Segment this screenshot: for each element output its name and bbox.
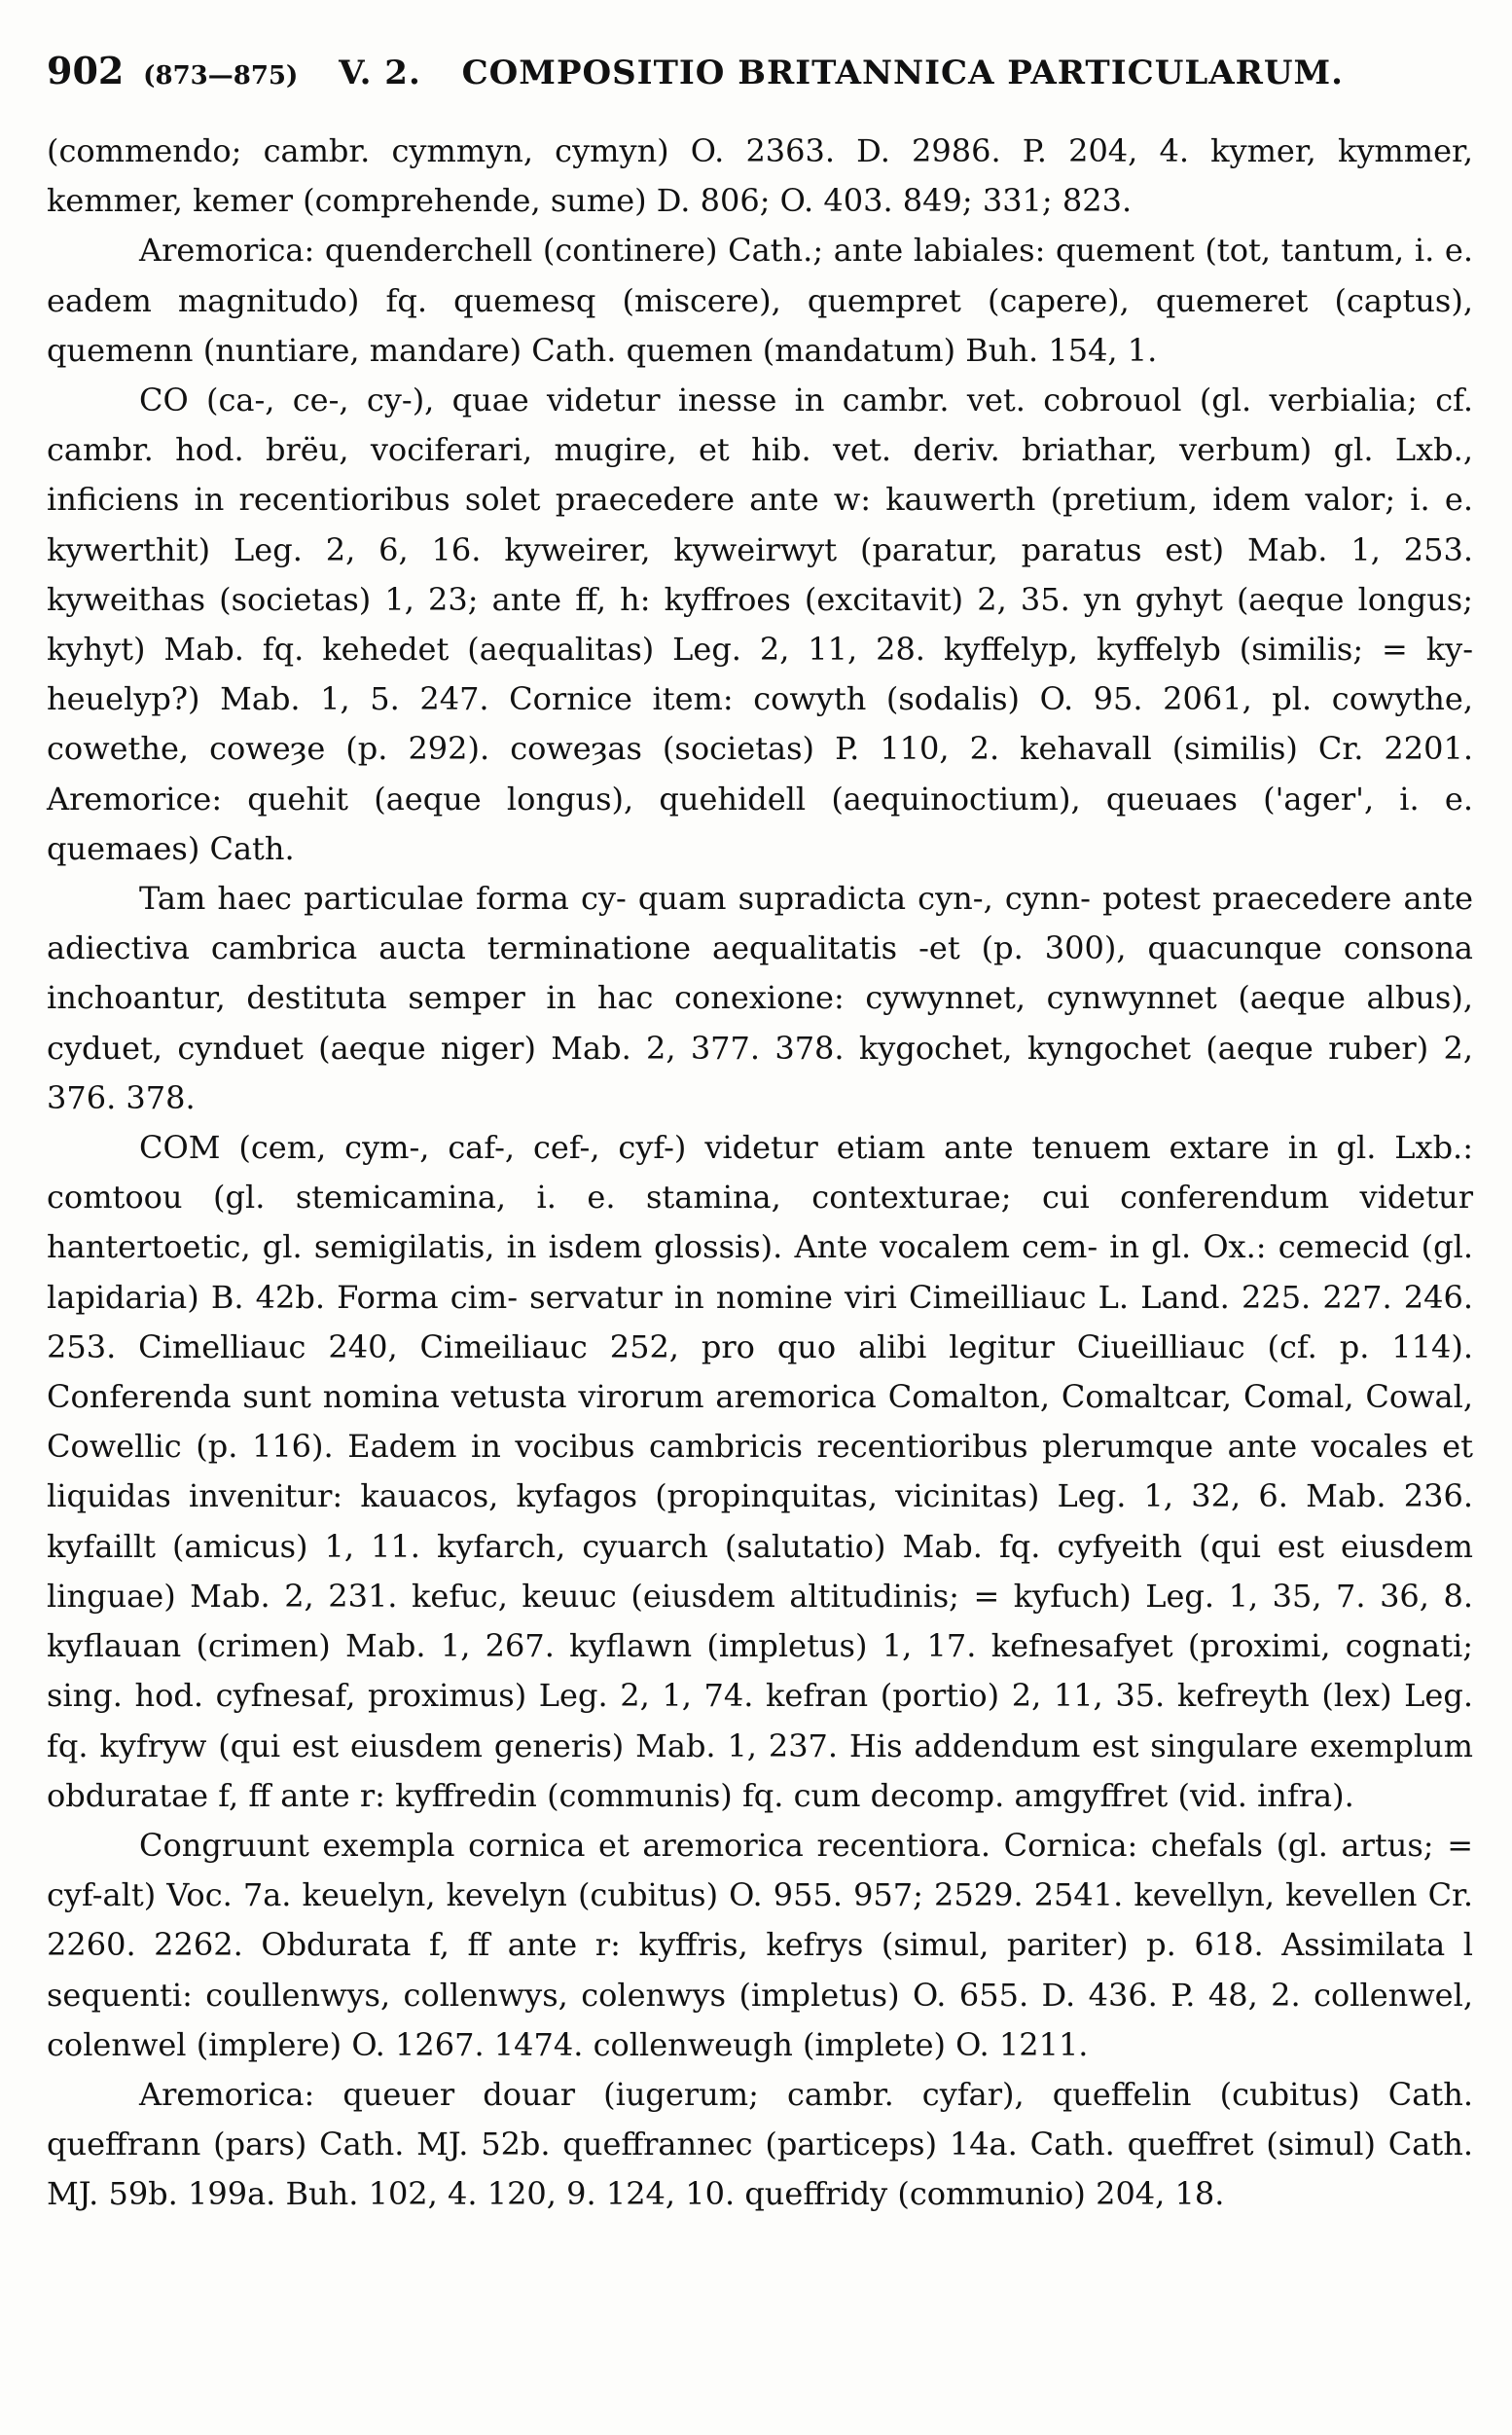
paragraph-6: Congruunt exempla cornica et aremorica recentiora. Cornica: chefals (gl. artus; = cyf-alt) Voc. 7a. keuelyn, kevelyn (cubitus) O. 955. 957; 2529. 2541. kevellyn, kevellen Cr. 2260. 2262. Obdurata f, ff ante r: kyffris, kefrys (simul, pariter) p. 618. Assimilata l sequenti: coullenwys, collenwys, colenwys (impletus) O. 655. D. 436. P. 48, 2. collenwel, colenwel (implere) O. 1267. 1474. collenweugh (implete) O. 1211. xyxy=(47,1826,1473,2063)
paragraph-5: COM (cem, cym-, caf-, cef-, cyf-) videtur etiam ante tenuem extare in gl. Lxb.: comtoou (gl. stemicamina, i. e. stamina, contexturae; cui conferendum videtur hantertoetic, gl. semigilatis, in isdem glossis). Ante vocalem cem- in gl. Ox.: cemecid (gl. lapidaria) B. 42b. Forma cim- servatur in nomine viri Cimeilliauc L. Land. 225. 227. 246. 253. Cimelliauc 240, Cimeiliauc 252, pro quo alibi legitur Ciueilliauc (cf. p. 114). Conferenda sunt nomina vetusta virorum aremorica Comalton, Comaltcar, Comal, Cowal, Cowellic (p. 116). Eadem in vocibus cambricis recentioribus plerumque ante vocales et liquidas invenitur: kauacos, kyfagos (propinquitas, vicinitas) Leg. 1, 32, 6. Mab. 236. kyfaillt (amicus) 1, 11. kyfarch, cyuarch (salutatio) Mab. fq. cyfyeith (qui est eiusdem linguae) Mab. 2, 231. kefuc, keuuc (eiusdem altitudinis; = kyfuch) Leg. 1, 35, 7. 36, 8. kyflauan (crimen) Mab. 1, 267. kyflawn (impletus) 1, 17. kefnesafyet (proximi, cognati; sing. hod. cyfnesaf, proximus) Leg. 2, 1, 74. kefran (portio) 2, 11, 35. kefreyth (lex) Leg. fq. kyfryw (qui est eiusdem generis) Mab. 1, 237. His addendum est singulare exemplum obduratae f, ff ante r: kyffredin (communis) fq. cum decomp. amgyffret (vid. infra). xyxy=(47,1129,1473,1814)
paragraph-3: CO (ca-, ce-, cy-), quae videtur inesse in cambr. vet. cobrouol (gl. verbialia; cf. cambr. hod. brëu, vociferari, mugire, et hib. vet. deriv. briathar, verbum) gl. Lxb., inficiens in recentioribus solet praecedere ante w: kauwerth (pretium, idem valor; i. e. kywerthit) Leg. 2, 6, 16. kyweirer, kyweirwyt (paratur, paratus est) Mab. 1, 253. kyweithas (societas) 1, 23; ante ff, h: kyffroes (excitavit) 2, 35. yn gyhyt (aeque longus; kyhyt) Mab. fq. kehedet (aequalitas) Leg. 2, 11, 28. kyffelyp, kyffelyb (similis; = ky-heuelyp?) Mab. 1, 5. 247. Cornice item: cowyth (sodalis) O. 95. 2061, pl. cowythe, cowethe, coweȝe (p. 292). coweȝas (societas) P. 110, 2. kehavall (similis) Cr. 2201. Aremorice: quehit (aeque longus), quehidell (aequinoctium), queuaes ('ager', i. e. quemaes) Cath. xyxy=(47,382,1473,867)
volume-label: V. 2. xyxy=(339,54,421,92)
page-number: 902 xyxy=(47,49,125,92)
page-body xyxy=(47,127,1473,2220)
paragraph-7: Aremorica: queuer douar (iugerum; cambr. cyfar), queffelin (cubitus) Cath. queffrann (pars) Cath. MJ. 52b. queffrannec (particeps) 14a. Cath. queffret (simul) Cath. MJ. 59b. 199a. Buh. 102, 4. 120, 9. 124, 10. queffridy (communio) 204, 18. xyxy=(47,2075,1473,2213)
running-header xyxy=(47,47,1458,95)
paragraph-1: (commendo; cambr. cymmyn, cymyn) O. 2363. D. 2986. P. 204, 4. kymer, kymmer, kemmer, kemer (comprehende, sume) D. 806; O. 403. 849; 331; 823. xyxy=(47,132,1473,220)
paragraph-4: Tam haec particulae forma cy- quam supradicta cyn-, cynn- potest praecedere ante adiectiva cambrica aucta terminatione aequalitatis -et (p. 300), quacunque consona inchoantur, destituta semper in hac conexione: cywynnet, cynwynnet (aeque albus), cyduet, cynduet (aeque niger) Mab. 2, 377. 378. kygochet, kyngochet (aeque ruber) 2, 376. 378. xyxy=(47,880,1473,1116)
page-range: (873—875) xyxy=(143,61,299,91)
running-title: COMPOSITIO BRITANNICA PARTICULARUM. xyxy=(461,54,1345,92)
paragraph-2: Aremorica: quenderchell (continere) Cath.; ante labiales: quement (tot, tantum, i. e. eadem magnitudo) fq. quemesq (miscere), quempret (capere), quemeret (captus), quemenn (nuntiare, mandare) Cath. quemen (mandatum) Buh. 154, 1. xyxy=(47,232,1473,369)
